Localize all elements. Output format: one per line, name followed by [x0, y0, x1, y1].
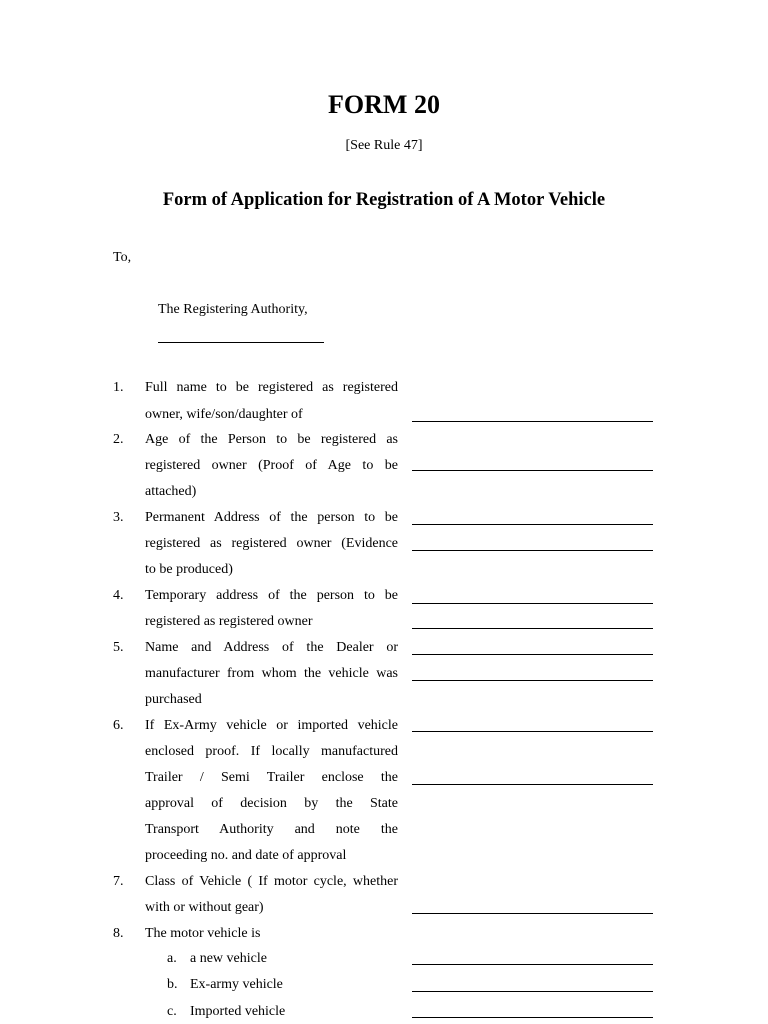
sub-item-letter: b.	[167, 977, 178, 992]
item-text-line: Class of Vehicle ( If motor cycle, whether	[145, 874, 398, 889]
answer-blank-line[interactable]	[412, 913, 653, 914]
item-text-line: enclosed proof. If locally manufactured	[145, 744, 398, 759]
sub-item-text: a new vehicle	[190, 951, 267, 966]
item-text-line: proceeding no. and date of approval	[145, 848, 347, 863]
form-title: FORM 20	[328, 90, 440, 119]
item-text-line: registered as registered owner (Evidence	[145, 536, 398, 551]
answer-blank-line[interactable]	[412, 784, 653, 785]
item-text-line: registered as registered owner	[145, 614, 313, 629]
answer-blank-line[interactable]	[412, 991, 653, 992]
item-text-line: Trailer / Semi Trailer enclose the	[145, 770, 398, 785]
sub-item-letter: a.	[167, 951, 177, 966]
item-text-line: Age of the Person to be registered as	[145, 432, 398, 447]
answer-blank-line[interactable]	[412, 1017, 653, 1018]
answer-blank-line[interactable]	[412, 964, 653, 965]
item-text-line: Temporary address of the person to be	[145, 588, 398, 603]
item-number: 8.	[113, 926, 124, 941]
item-number: 7.	[113, 874, 124, 889]
item-text-line: to be produced)	[145, 562, 233, 577]
registering-authority: The Registering Authority,	[158, 302, 308, 317]
item-number: 6.	[113, 718, 124, 733]
item-text-line: manufacturer from whom the vehicle was	[145, 666, 398, 681]
form-subtitle: Form of Application for Registration of A Motor Vehicle	[162, 190, 606, 210]
authority-blank-line[interactable]	[158, 342, 324, 343]
answer-blank-line[interactable]	[412, 628, 653, 629]
item-text-line: The motor vehicle is	[145, 926, 261, 941]
answer-blank-line[interactable]	[412, 731, 653, 732]
item-number: 3.	[113, 510, 124, 525]
answer-blank-line[interactable]	[412, 603, 653, 604]
item-number: 4.	[113, 588, 124, 603]
item-text-line: with or without gear)	[145, 900, 264, 915]
answer-blank-line[interactable]	[412, 654, 653, 655]
answer-blank-line[interactable]	[412, 550, 653, 551]
item-number: 2.	[113, 432, 124, 447]
item-text-line: owner, wife/son/daughter of	[145, 407, 303, 422]
item-number: 1.	[113, 380, 124, 395]
rule-reference: [See Rule 47]	[345, 138, 423, 153]
answer-blank-line[interactable]	[412, 421, 653, 422]
item-text-line: attached)	[145, 484, 197, 499]
salutation-to: To,	[113, 250, 132, 265]
item-text-line: Permanent Address of the person to be	[145, 510, 398, 525]
item-text-line: registered owner (Proof of Age to be	[145, 458, 398, 473]
item-text-line: purchased	[145, 692, 202, 707]
answer-blank-line[interactable]	[412, 470, 653, 471]
item-text-line: approval of decision by the State	[145, 796, 398, 811]
item-text-line: Full name to be registered as registered	[145, 380, 398, 395]
item-text-line: If Ex-Army vehicle or imported vehicle	[145, 718, 398, 733]
item-number: 5.	[113, 640, 124, 655]
sub-item-text: Ex-army vehicle	[190, 977, 283, 992]
sub-item-text: Imported vehicle	[190, 1004, 286, 1019]
answer-blank-line[interactable]	[412, 524, 653, 525]
item-text-line: Name and Address of the Dealer or	[145, 640, 398, 655]
item-text-line: Transport Authority and note the	[145, 822, 398, 837]
sub-item-letter: c.	[167, 1004, 177, 1019]
answer-blank-line[interactable]	[412, 680, 653, 681]
